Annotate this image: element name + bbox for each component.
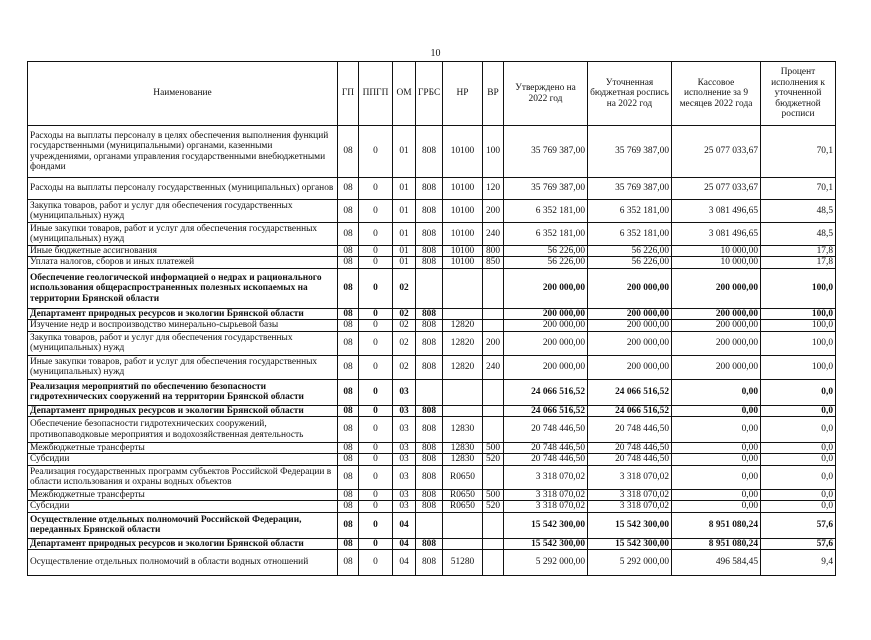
row-name: Обеспечение геологической информацией о недрах и рационального использования общераспространенных полезных ископаемых на территории Брянской области (28, 268, 338, 308)
row-percent: 0,0 (761, 417, 836, 443)
row-cash: 8 951 080,24 (672, 538, 761, 549)
row-gp: 08 (338, 550, 359, 576)
row-vr: 240 (483, 223, 504, 246)
row-vr (483, 550, 504, 576)
header-row (28, 62, 836, 126)
row-approved: 200 000,00 (504, 268, 588, 308)
row-approved: 200 000,00 (504, 320, 588, 331)
row-ppgp: 0 (359, 501, 393, 512)
row-om: 01 (393, 257, 416, 268)
row-name: Реализация мероприятий по обеспечению безопасности гидротехнических сооружений на территории Брянской области (28, 379, 338, 405)
row-percent: 70,1 (761, 178, 836, 200)
row-specified: 20 748 446,50 (588, 417, 672, 443)
row-nr (443, 405, 483, 416)
row-om: 01 (393, 126, 416, 178)
row-om: 04 (393, 550, 416, 576)
row-vr (483, 379, 504, 405)
row-om: 03 (393, 443, 416, 454)
row-ppgp: 0 (359, 355, 393, 379)
table-row (28, 512, 836, 538)
row-gp: 08 (338, 501, 359, 512)
row-vr (483, 308, 504, 319)
row-ppgp: 0 (359, 465, 393, 489)
row-specified: 15 542 300,00 (588, 512, 672, 538)
header-percent: Процент исполнения к уточненной бюджетной росписи (761, 62, 836, 126)
row-om: 03 (393, 405, 416, 416)
row-cash: 0,00 (672, 501, 761, 512)
page-number: 10 (430, 48, 441, 59)
row-ppgp: 0 (359, 268, 393, 308)
row-cash: 0,00 (672, 454, 761, 465)
row-percent: 100,0 (761, 320, 836, 331)
table-row (28, 405, 836, 416)
table-row (28, 126, 836, 178)
row-grbs: 808 (416, 308, 443, 319)
table-body (28, 126, 836, 576)
row-specified: 20 748 446,50 (588, 454, 672, 465)
row-grbs: 808 (416, 355, 443, 379)
row-grbs: 808 (416, 417, 443, 443)
row-ppgp: 0 (359, 320, 393, 331)
header-name: Наименование (28, 62, 338, 126)
row-vr (483, 538, 504, 549)
row-percent: 0,0 (761, 379, 836, 405)
row-ppgp: 0 (359, 405, 393, 416)
row-om: 03 (393, 417, 416, 443)
row-grbs: 808 (416, 126, 443, 178)
header-ppgp: ППГП (359, 62, 393, 126)
row-nr: 10100 (443, 126, 483, 178)
row-grbs: 808 (416, 331, 443, 355)
row-specified: 24 066 516,52 (588, 405, 672, 416)
row-nr: 12820 (443, 320, 483, 331)
row-name: Иные закупки товаров, работ и услуг для обеспечения государственных (муниципальных) нужд (28, 223, 338, 246)
row-specified: 3 318 070,02 (588, 489, 672, 500)
row-cash: 200 000,00 (672, 355, 761, 379)
row-cash: 3 081 496,65 (672, 223, 761, 246)
row-approved: 56 226,00 (504, 257, 588, 268)
row-grbs: 808 (416, 405, 443, 416)
row-approved: 200 000,00 (504, 331, 588, 355)
row-cash: 0,00 (672, 489, 761, 500)
row-ppgp: 0 (359, 512, 393, 538)
row-percent: 57,6 (761, 538, 836, 549)
row-approved: 20 748 446,50 (504, 454, 588, 465)
row-ppgp: 0 (359, 331, 393, 355)
row-percent: 100,0 (761, 308, 836, 319)
table-row (28, 268, 836, 308)
row-grbs: 808 (416, 454, 443, 465)
row-approved: 6 352 181,00 (504, 200, 588, 223)
row-gp: 08 (338, 320, 359, 331)
row-percent: 100,0 (761, 355, 836, 379)
row-gp: 08 (338, 331, 359, 355)
row-nr (443, 268, 483, 308)
row-percent: 0,0 (761, 405, 836, 416)
row-om: 01 (393, 200, 416, 223)
row-name: Расходы на выплаты персоналу в целях обеспечения выполнения функций государственными (муниципальными) органами, казенными учреждениями, органами управления государственными внебюджетными фондами (28, 126, 338, 178)
row-name: Межбюджетные трансферты (28, 443, 338, 454)
row-cash: 10 000,00 (672, 246, 761, 257)
table-row (28, 178, 836, 200)
row-nr: 10100 (443, 200, 483, 223)
row-ppgp: 0 (359, 454, 393, 465)
row-om: 01 (393, 246, 416, 257)
row-name: Иные закупки товаров, работ и услуг для обеспечения государственных (муниципальных) нужд (28, 355, 338, 379)
row-percent: 0,0 (761, 501, 836, 512)
row-gp: 08 (338, 223, 359, 246)
row-ppgp: 0 (359, 489, 393, 500)
row-vr (483, 268, 504, 308)
row-name: Иные бюджетные ассигнования (28, 246, 338, 257)
row-om: 03 (393, 465, 416, 489)
row-approved: 20 748 446,50 (504, 443, 588, 454)
table-row (28, 331, 836, 355)
row-om: 04 (393, 512, 416, 538)
row-vr: 200 (483, 200, 504, 223)
row-percent: 0,0 (761, 454, 836, 465)
table-row (28, 320, 836, 331)
row-specified: 56 226,00 (588, 246, 672, 257)
row-approved: 15 542 300,00 (504, 512, 588, 538)
row-specified: 6 352 181,00 (588, 223, 672, 246)
row-vr: 520 (483, 454, 504, 465)
row-ppgp: 0 (359, 178, 393, 200)
row-vr (483, 320, 504, 331)
table-row (28, 501, 836, 512)
row-om: 03 (393, 454, 416, 465)
row-percent: 48,5 (761, 200, 836, 223)
row-grbs: 808 (416, 489, 443, 500)
row-vr (483, 417, 504, 443)
row-specified: 200 000,00 (588, 331, 672, 355)
row-approved: 200 000,00 (504, 355, 588, 379)
row-cash: 0,00 (672, 443, 761, 454)
row-approved: 3 318 070,02 (504, 489, 588, 500)
row-grbs: 808 (416, 178, 443, 200)
table-row (28, 257, 836, 268)
row-nr: 10100 (443, 178, 483, 200)
row-om: 04 (393, 538, 416, 549)
row-name: Расходы на выплаты персоналу государственных (муниципальных) органов (28, 178, 338, 200)
row-vr: 500 (483, 443, 504, 454)
row-cash: 200 000,00 (672, 308, 761, 319)
row-approved: 56 226,00 (504, 246, 588, 257)
table-row (28, 417, 836, 443)
row-gp: 08 (338, 417, 359, 443)
header-approved: Утверждено на 2022 год (504, 62, 588, 126)
row-gp: 08 (338, 489, 359, 500)
row-percent: 0,0 (761, 489, 836, 500)
row-cash: 10 000,00 (672, 257, 761, 268)
row-name: Субсидии (28, 501, 338, 512)
row-name: Уплата налогов, сборов и иных платежей (28, 257, 338, 268)
row-approved: 20 748 446,50 (504, 417, 588, 443)
table-row (28, 454, 836, 465)
row-vr: 800 (483, 246, 504, 257)
row-cash: 0,00 (672, 405, 761, 416)
row-gp: 08 (338, 454, 359, 465)
row-gp: 08 (338, 257, 359, 268)
row-nr: 12830 (443, 454, 483, 465)
row-specified: 3 318 070,02 (588, 465, 672, 489)
row-grbs: 808 (416, 223, 443, 246)
row-specified: 3 318 070,02 (588, 501, 672, 512)
row-ppgp: 0 (359, 550, 393, 576)
row-vr: 500 (483, 489, 504, 500)
row-gp: 08 (338, 178, 359, 200)
row-nr: 12830 (443, 417, 483, 443)
table-row (28, 538, 836, 549)
table-row (28, 223, 836, 246)
table-row (28, 550, 836, 576)
table-row (28, 379, 836, 405)
row-gp: 08 (338, 200, 359, 223)
table-row (28, 489, 836, 500)
row-om: 03 (393, 501, 416, 512)
row-nr: 10100 (443, 223, 483, 246)
row-approved: 24 066 516,52 (504, 379, 588, 405)
row-grbs: 808 (416, 257, 443, 268)
row-grbs (416, 379, 443, 405)
row-name: Закупка товаров, работ и услуг для обеспечения государственных (муниципальных) нужд (28, 200, 338, 223)
header-specified: Уточненная бюджетная роспись на 2022 год (588, 62, 672, 126)
header-nr: НР (443, 62, 483, 126)
row-gp: 08 (338, 379, 359, 405)
row-grbs (416, 512, 443, 538)
row-approved: 200 000,00 (504, 308, 588, 319)
header-om: ОМ (393, 62, 416, 126)
row-name: Департамент природных ресурсов и экологии Брянской области (28, 538, 338, 549)
row-name: Субсидии (28, 454, 338, 465)
row-cash: 25 077 033,67 (672, 178, 761, 200)
row-grbs: 808 (416, 320, 443, 331)
row-name: Межбюджетные трансферты (28, 489, 338, 500)
row-nr (443, 512, 483, 538)
row-percent: 70,1 (761, 126, 836, 178)
row-specified: 200 000,00 (588, 268, 672, 308)
table-row (28, 200, 836, 223)
row-nr (443, 538, 483, 549)
header-grbs: ГРБС (416, 62, 443, 126)
row-om: 02 (393, 331, 416, 355)
row-vr: 200 (483, 331, 504, 355)
row-gp: 08 (338, 308, 359, 319)
row-nr: 10100 (443, 257, 483, 268)
row-ppgp: 0 (359, 443, 393, 454)
row-vr (483, 465, 504, 489)
row-specified: 200 000,00 (588, 355, 672, 379)
row-approved: 5 292 000,00 (504, 550, 588, 576)
row-ppgp: 0 (359, 246, 393, 257)
row-cash: 25 077 033,67 (672, 126, 761, 178)
header-cash: Кассовое исполнение за 9 месяцев 2022 года (672, 62, 761, 126)
row-om: 02 (393, 355, 416, 379)
table-row (28, 308, 836, 319)
row-grbs: 808 (416, 465, 443, 489)
row-percent: 100,0 (761, 268, 836, 308)
row-specified: 56 226,00 (588, 257, 672, 268)
row-vr: 850 (483, 257, 504, 268)
row-om: 03 (393, 489, 416, 500)
row-grbs: 808 (416, 443, 443, 454)
row-om: 02 (393, 320, 416, 331)
row-ppgp: 0 (359, 308, 393, 319)
table-row (28, 465, 836, 489)
row-ppgp: 0 (359, 417, 393, 443)
row-grbs (416, 268, 443, 308)
row-gp: 08 (338, 268, 359, 308)
row-name: Реализация государственных программ субъектов Российской Федерации в области использования и охраны водных объектов (28, 465, 338, 489)
row-vr (483, 405, 504, 416)
header-vr: ВР (483, 62, 504, 126)
row-percent: 17,8 (761, 246, 836, 257)
row-nr: 51280 (443, 550, 483, 576)
row-ppgp: 0 (359, 223, 393, 246)
row-specified: 200 000,00 (588, 320, 672, 331)
row-gp: 08 (338, 405, 359, 416)
row-approved: 3 318 070,02 (504, 465, 588, 489)
row-vr: 120 (483, 178, 504, 200)
row-om: 02 (393, 268, 416, 308)
row-percent: 57,6 (761, 512, 836, 538)
row-approved: 15 542 300,00 (504, 538, 588, 549)
row-specified: 15 542 300,00 (588, 538, 672, 549)
row-approved: 35 769 387,00 (504, 126, 588, 178)
row-cash: 200 000,00 (672, 331, 761, 355)
row-name: Обеспечение безопасности гидротехнических сооружений, противопаводковые мероприятия и водохозяйственная деятельность (28, 417, 338, 443)
row-grbs: 808 (416, 246, 443, 257)
row-om: 01 (393, 223, 416, 246)
row-name: Департамент природных ресурсов и экологии Брянской области (28, 308, 338, 319)
table-row (28, 443, 836, 454)
row-nr (443, 308, 483, 319)
row-nr: R0650 (443, 465, 483, 489)
row-gp: 08 (338, 512, 359, 538)
row-nr: 12820 (443, 355, 483, 379)
row-approved: 3 318 070,02 (504, 501, 588, 512)
table-row (28, 246, 836, 257)
row-percent: 17,8 (761, 257, 836, 268)
budget-execution-table (27, 61, 836, 576)
row-specified: 24 066 516,52 (588, 379, 672, 405)
row-nr: R0650 (443, 501, 483, 512)
row-specified: 20 748 446,50 (588, 443, 672, 454)
row-cash: 200 000,00 (672, 268, 761, 308)
row-vr (483, 512, 504, 538)
row-specified: 6 352 181,00 (588, 200, 672, 223)
row-cash: 0,00 (672, 465, 761, 489)
row-ppgp: 0 (359, 126, 393, 178)
row-cash: 200 000,00 (672, 320, 761, 331)
row-percent: 100,0 (761, 331, 836, 355)
row-specified: 35 769 387,00 (588, 178, 672, 200)
row-nr (443, 379, 483, 405)
row-om: 03 (393, 379, 416, 405)
row-percent: 9,4 (761, 550, 836, 576)
row-approved: 24 066 516,52 (504, 405, 588, 416)
row-cash: 3 081 496,65 (672, 200, 761, 223)
row-vr: 240 (483, 355, 504, 379)
row-om: 01 (393, 178, 416, 200)
row-ppgp: 0 (359, 538, 393, 549)
row-name: Изучение недр и воспроизводство минерально-сырьевой базы (28, 320, 338, 331)
row-vr: 520 (483, 501, 504, 512)
row-om: 02 (393, 308, 416, 319)
row-approved: 6 352 181,00 (504, 223, 588, 246)
row-gp: 08 (338, 443, 359, 454)
row-gp: 08 (338, 246, 359, 257)
row-name: Осуществление отдельных полномочий в области водных отношений (28, 550, 338, 576)
row-gp: 08 (338, 126, 359, 178)
row-cash: 8 951 080,24 (672, 512, 761, 538)
row-percent: 0,0 (761, 443, 836, 454)
row-name: Департамент природных ресурсов и экологии Брянской области (28, 405, 338, 416)
row-cash: 0,00 (672, 379, 761, 405)
row-gp: 08 (338, 538, 359, 549)
row-specified: 35 769 387,00 (588, 126, 672, 178)
row-cash: 496 584,45 (672, 550, 761, 576)
row-grbs: 808 (416, 501, 443, 512)
row-specified: 200 000,00 (588, 308, 672, 319)
row-specified: 5 292 000,00 (588, 550, 672, 576)
row-vr: 100 (483, 126, 504, 178)
header-gp: ГП (338, 62, 359, 126)
row-ppgp: 0 (359, 200, 393, 223)
row-gp: 08 (338, 465, 359, 489)
row-percent: 48,5 (761, 223, 836, 246)
row-grbs: 808 (416, 200, 443, 223)
row-grbs: 808 (416, 538, 443, 549)
table-row (28, 355, 836, 379)
row-name: Закупка товаров, работ и услуг для обеспечения государственных (муниципальных) нужд (28, 331, 338, 355)
row-gp: 08 (338, 355, 359, 379)
row-name: Осуществление отдельных полномочий Российской Федерации, переданных Брянской области (28, 512, 338, 538)
row-percent: 0,0 (761, 465, 836, 489)
row-nr: R0650 (443, 489, 483, 500)
row-ppgp: 0 (359, 379, 393, 405)
row-ppgp: 0 (359, 257, 393, 268)
row-nr: 12820 (443, 331, 483, 355)
row-cash: 0,00 (672, 417, 761, 443)
row-approved: 35 769 387,00 (504, 178, 588, 200)
row-nr: 10100 (443, 246, 483, 257)
row-grbs: 808 (416, 550, 443, 576)
row-nr: 12830 (443, 443, 483, 454)
